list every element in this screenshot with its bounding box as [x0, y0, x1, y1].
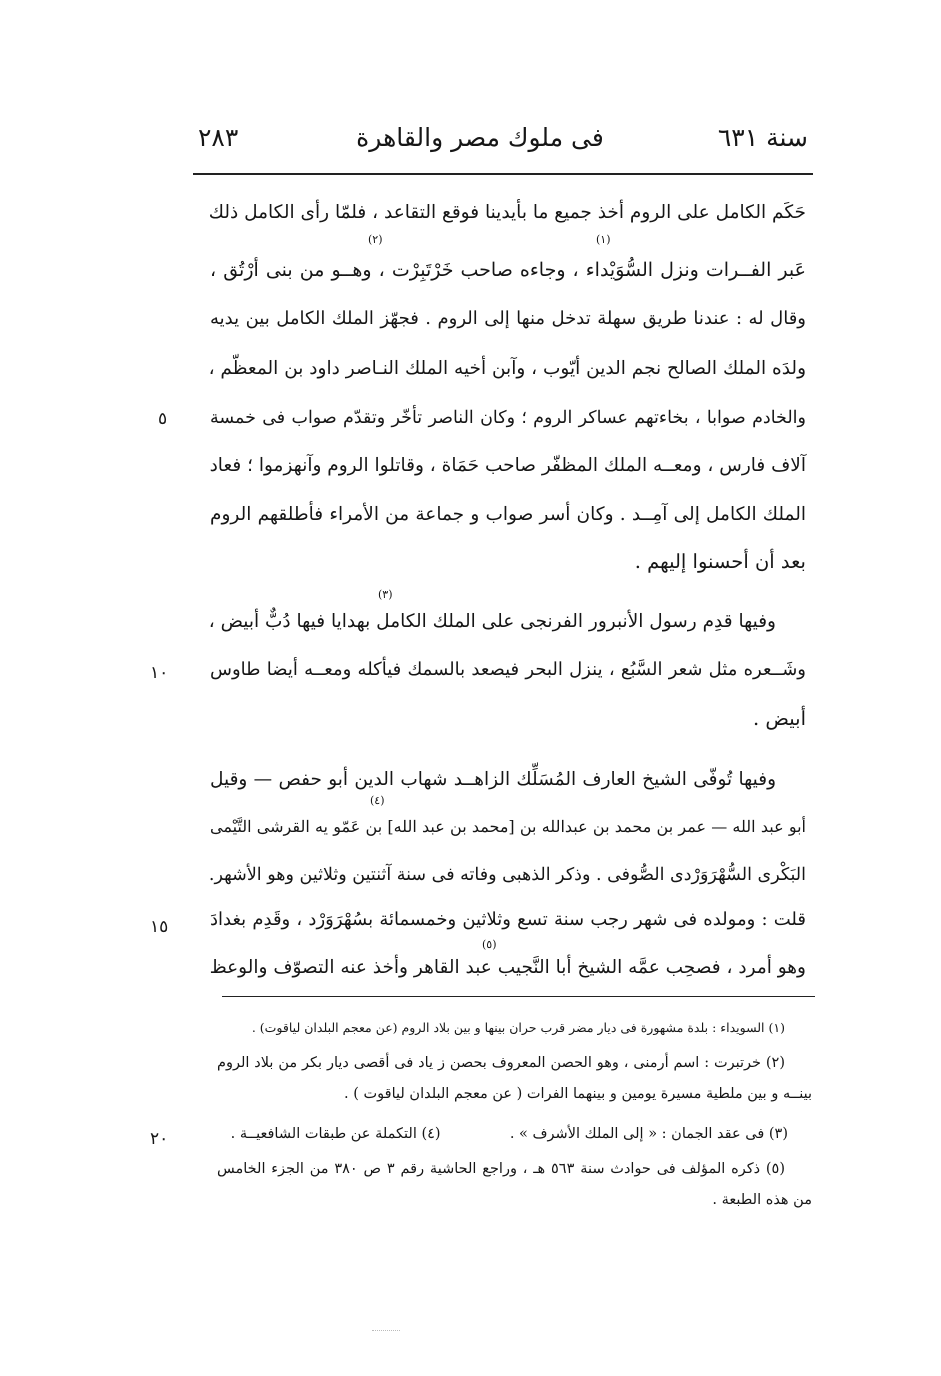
running-head-year: سنة ٦٣١: [717, 123, 808, 152]
footnote-marker-4: (٤): [370, 794, 385, 807]
scan-smudge: [372, 1330, 400, 1337]
text-line-8: بعد أن أحسنوا إليهم .: [634, 550, 806, 573]
running-head-title: فى ملوك مصر والقاهرة: [356, 123, 604, 152]
footnote-2-line-1: (٢) خرتبرت : اسم أرمنى ، وهو الحصن المعروف بحصن ز ياد فى أقصى ديار بكر من بلاد الروم: [217, 1055, 785, 1071]
line-number-20: ٢٠: [150, 1129, 169, 1149]
footnote-1: (١) السويداء : بلدة مشهورة فى ديار مضر قرب حران بينها و بين بلاد الروم (عن معجم البلدان لياقوت) .: [251, 1020, 785, 1035]
footnote-3-4-row: [220, 1122, 788, 1146]
text-line-14: البَكْرى السُّهْرَوَرْدى الصُّوفى . وذكر الذهبى وفاته فى سنة آثنتين وثلاثين وهو الأشهر.: [208, 865, 806, 885]
text-line-2: عَبر الفــرات ونزل السُّوَيْداء ، وجاءه صاحب خَرْتَبِرْت ، وهــو من بنى أرْتُق ،: [210, 259, 806, 281]
footnote-marker-1: (١): [596, 233, 611, 246]
text-line-16: وهو أمرد ، فصحِب عمَّه الشيخ أبا النَّجيب عبد القاهر وأخذ عنه التصوّف والوعظ: [209, 957, 806, 978]
text-line-9: وفيها قدِم رسول الأنبرور الفرنجى على الملك الكامل بهدايا فيها دُبٌّ أبيض ،: [208, 611, 776, 632]
text-line-12: وفيها تُوفّى الشيخ العارف المُسَلِّك الزاهــد شهاب الدين أبو حفص — وقيل: [210, 769, 776, 790]
footnote-5-line-1: (٥) ذكره المؤلف فى حوادث سنة ٥٦٣ هـ ، وراجع الحاشية رقم ٣ ص ٣٨٠ من الجزء الخامس: [217, 1161, 786, 1177]
footnote-2-line-2: بينــه و بين ملطية مسيرة يومين و بينهما الفرات ( عن معجم البلدان لياقوت ) .: [344, 1086, 812, 1102]
text-line-7: الملك الكامل إلى آمِــد . وكان أسر صواب و جماعة من الأمراء فأطلقهم الروم: [210, 504, 806, 525]
text-line-11: أبيض .: [752, 707, 806, 730]
footnote-5-line-2: من هذه الطبعة .: [712, 1192, 812, 1208]
footnote-rule: [222, 996, 815, 997]
text-line-15: قلت : ومولده فى شهر رجب سنة تسع وثلاثين وخمسمائة بسُهْرَوَرْد ، وقَدِم بغدادَ: [210, 909, 806, 930]
text-line-6: آلاف فارس ، ومعــه الملك المظفّر صاحب حَمَاة ، وقاتلوا الروم وآنهزموا ؛ فعاد: [209, 455, 806, 476]
text-line-13: أبو عبد الله — عمر بن محمد بن عبدالله بن [محمد بن عبد الله] بن عَمّو يه القرشى التَّيْمى: [210, 817, 807, 836]
line-number-5: ٥: [158, 409, 168, 429]
footnote-4: (٤) التكملة عن طبقات الشافعيــة .: [230, 1126, 441, 1142]
footnote-marker-3: (٣): [378, 588, 393, 601]
text-line-3: وقال له : عندنا طريق سهلة تدخل منها إلى الروم . فجهّز الملك الكامل بين يديه: [210, 308, 806, 329]
line-number-10: ١٠: [150, 663, 169, 683]
footnote-marker-5: (٥): [482, 938, 497, 951]
page-number: ٢٨٣: [198, 123, 239, 152]
text-line-4: ولدَه الملك الصالح نجم الدين أيّوب ، وآبن أخيه الملك النـاصر داود بن المعظّم ،: [208, 358, 806, 379]
text-line-10: وشَــعره مثل شعر السَّبُع ، ينزل البحر فيصعد بالسمك فيأكله ومعــه أيضا طاوس: [210, 659, 806, 680]
text-line-5: والخادم صوابا ، بخاءتهم عساكر الروم ؛ وكان الناصر تأخّر وتقدّم صواب فى خمسة: [210, 408, 806, 428]
text-line-1: حَكَم الكامل على الروم أخذ جميع ما بأيدينا فوقع التقاعد ، فلمّا رأى الكامل ذلك: [208, 202, 806, 223]
footnote-3: (٣) فى عقد الجمان : « إلى الملك الأشرف » .: [509, 1126, 788, 1142]
footnote-marker-2: (٢): [368, 233, 383, 246]
header-rule: [193, 173, 813, 175]
line-number-15: ١٥: [150, 917, 169, 937]
